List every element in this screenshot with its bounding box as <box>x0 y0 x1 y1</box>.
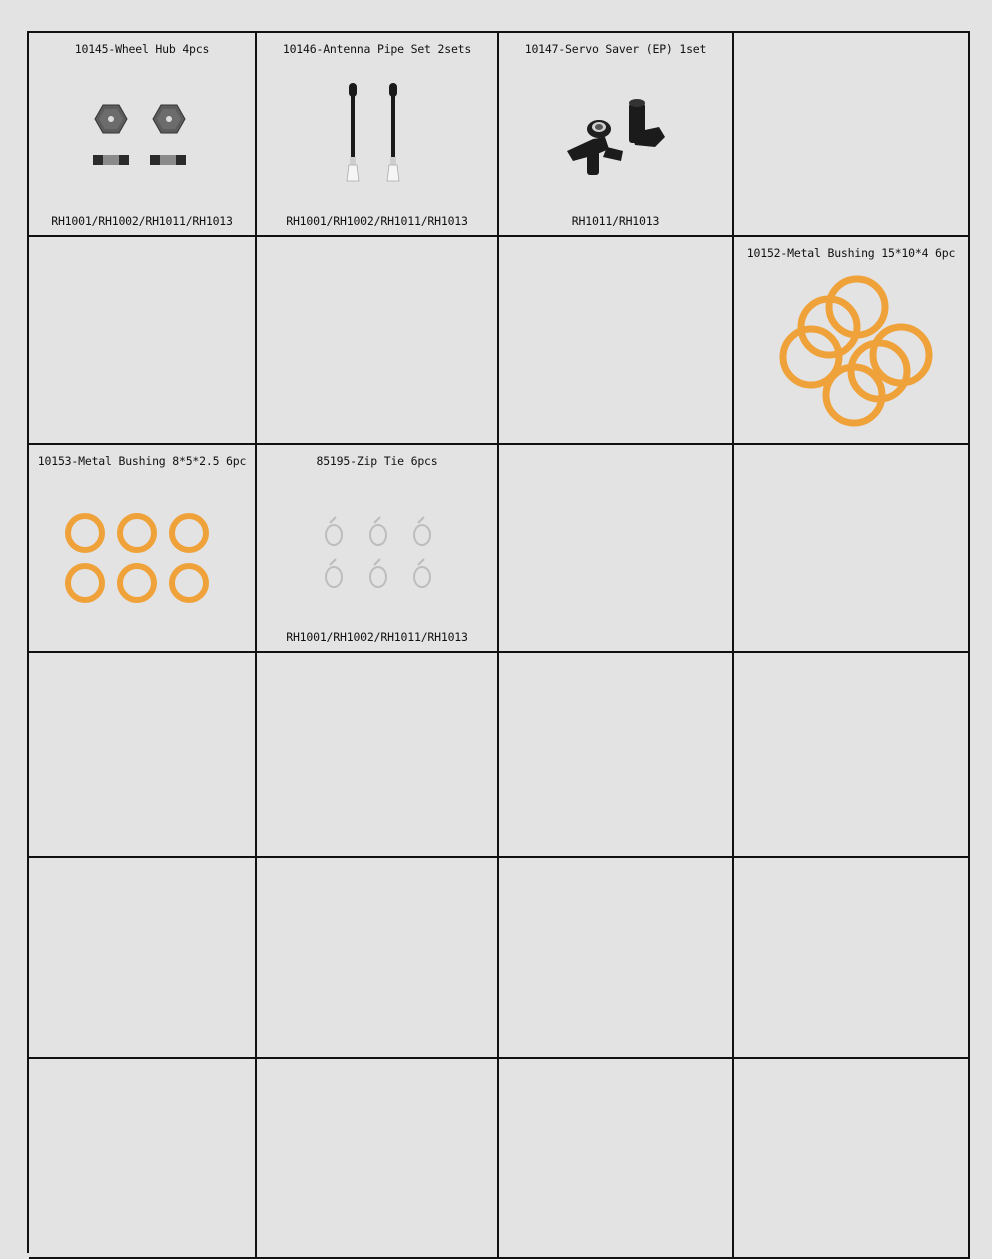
part-cell-servo-saver <box>499 33 734 237</box>
part-title: 10145-Wheel Hub 4pcs <box>74 42 210 56</box>
part-title: 85195-Zip Tie 6pcs <box>316 454 438 468</box>
empty-cell <box>734 33 970 237</box>
empty-cell <box>499 237 734 445</box>
empty-cell <box>499 653 734 858</box>
wheel-hub-image <box>79 95 209 185</box>
compatibility-label: RH1001/RH1002/RH1011/RH1013 <box>51 214 233 228</box>
empty-cell <box>734 445 970 653</box>
servo-saver-image <box>559 93 679 183</box>
empty-cell <box>29 653 257 858</box>
part-cell-wheel-hub <box>29 33 257 237</box>
empty-cell <box>257 653 499 858</box>
empty-cell <box>257 1059 499 1259</box>
empty-cell <box>499 1059 734 1259</box>
empty-cell <box>29 237 257 445</box>
compatibility-label: RH1001/RH1002/RH1011/RH1013 <box>286 214 468 228</box>
part-title: 10153-Metal Bushing 8*5*2.5 6pc <box>37 454 247 468</box>
antenna-pipe-image <box>337 81 417 191</box>
part-cell-zip-tie <box>257 445 499 653</box>
empty-cell <box>29 858 257 1059</box>
empty-cell <box>29 1059 257 1259</box>
part-title: 10146-Antenna Pipe Set 2sets <box>282 42 472 56</box>
part-cell-bushing-15-10-4 <box>734 237 970 445</box>
empty-cell <box>499 445 734 653</box>
part-title: 10147-Servo Saver (EP) 1set <box>524 42 707 56</box>
compatibility-label: RH1001/RH1002/RH1011/RH1013 <box>286 630 468 644</box>
empty-cell <box>734 858 970 1059</box>
empty-cell <box>499 858 734 1059</box>
parts-grid <box>27 31 970 1253</box>
compatibility-label: RH1011/RH1013 <box>571 214 660 228</box>
empty-cell <box>257 858 499 1059</box>
zip-tie-image <box>312 513 442 603</box>
part-cell-bushing-8-5-2.5 <box>29 445 257 653</box>
empty-cell <box>734 653 970 858</box>
empty-cell <box>734 1059 970 1259</box>
part-title: 10152-Metal Bushing 15*10*4 6pc <box>746 246 956 260</box>
bushing-large-image <box>769 267 939 437</box>
empty-cell <box>257 237 499 445</box>
bushing-small-image <box>59 507 219 607</box>
part-cell-antenna-pipe <box>257 33 499 237</box>
